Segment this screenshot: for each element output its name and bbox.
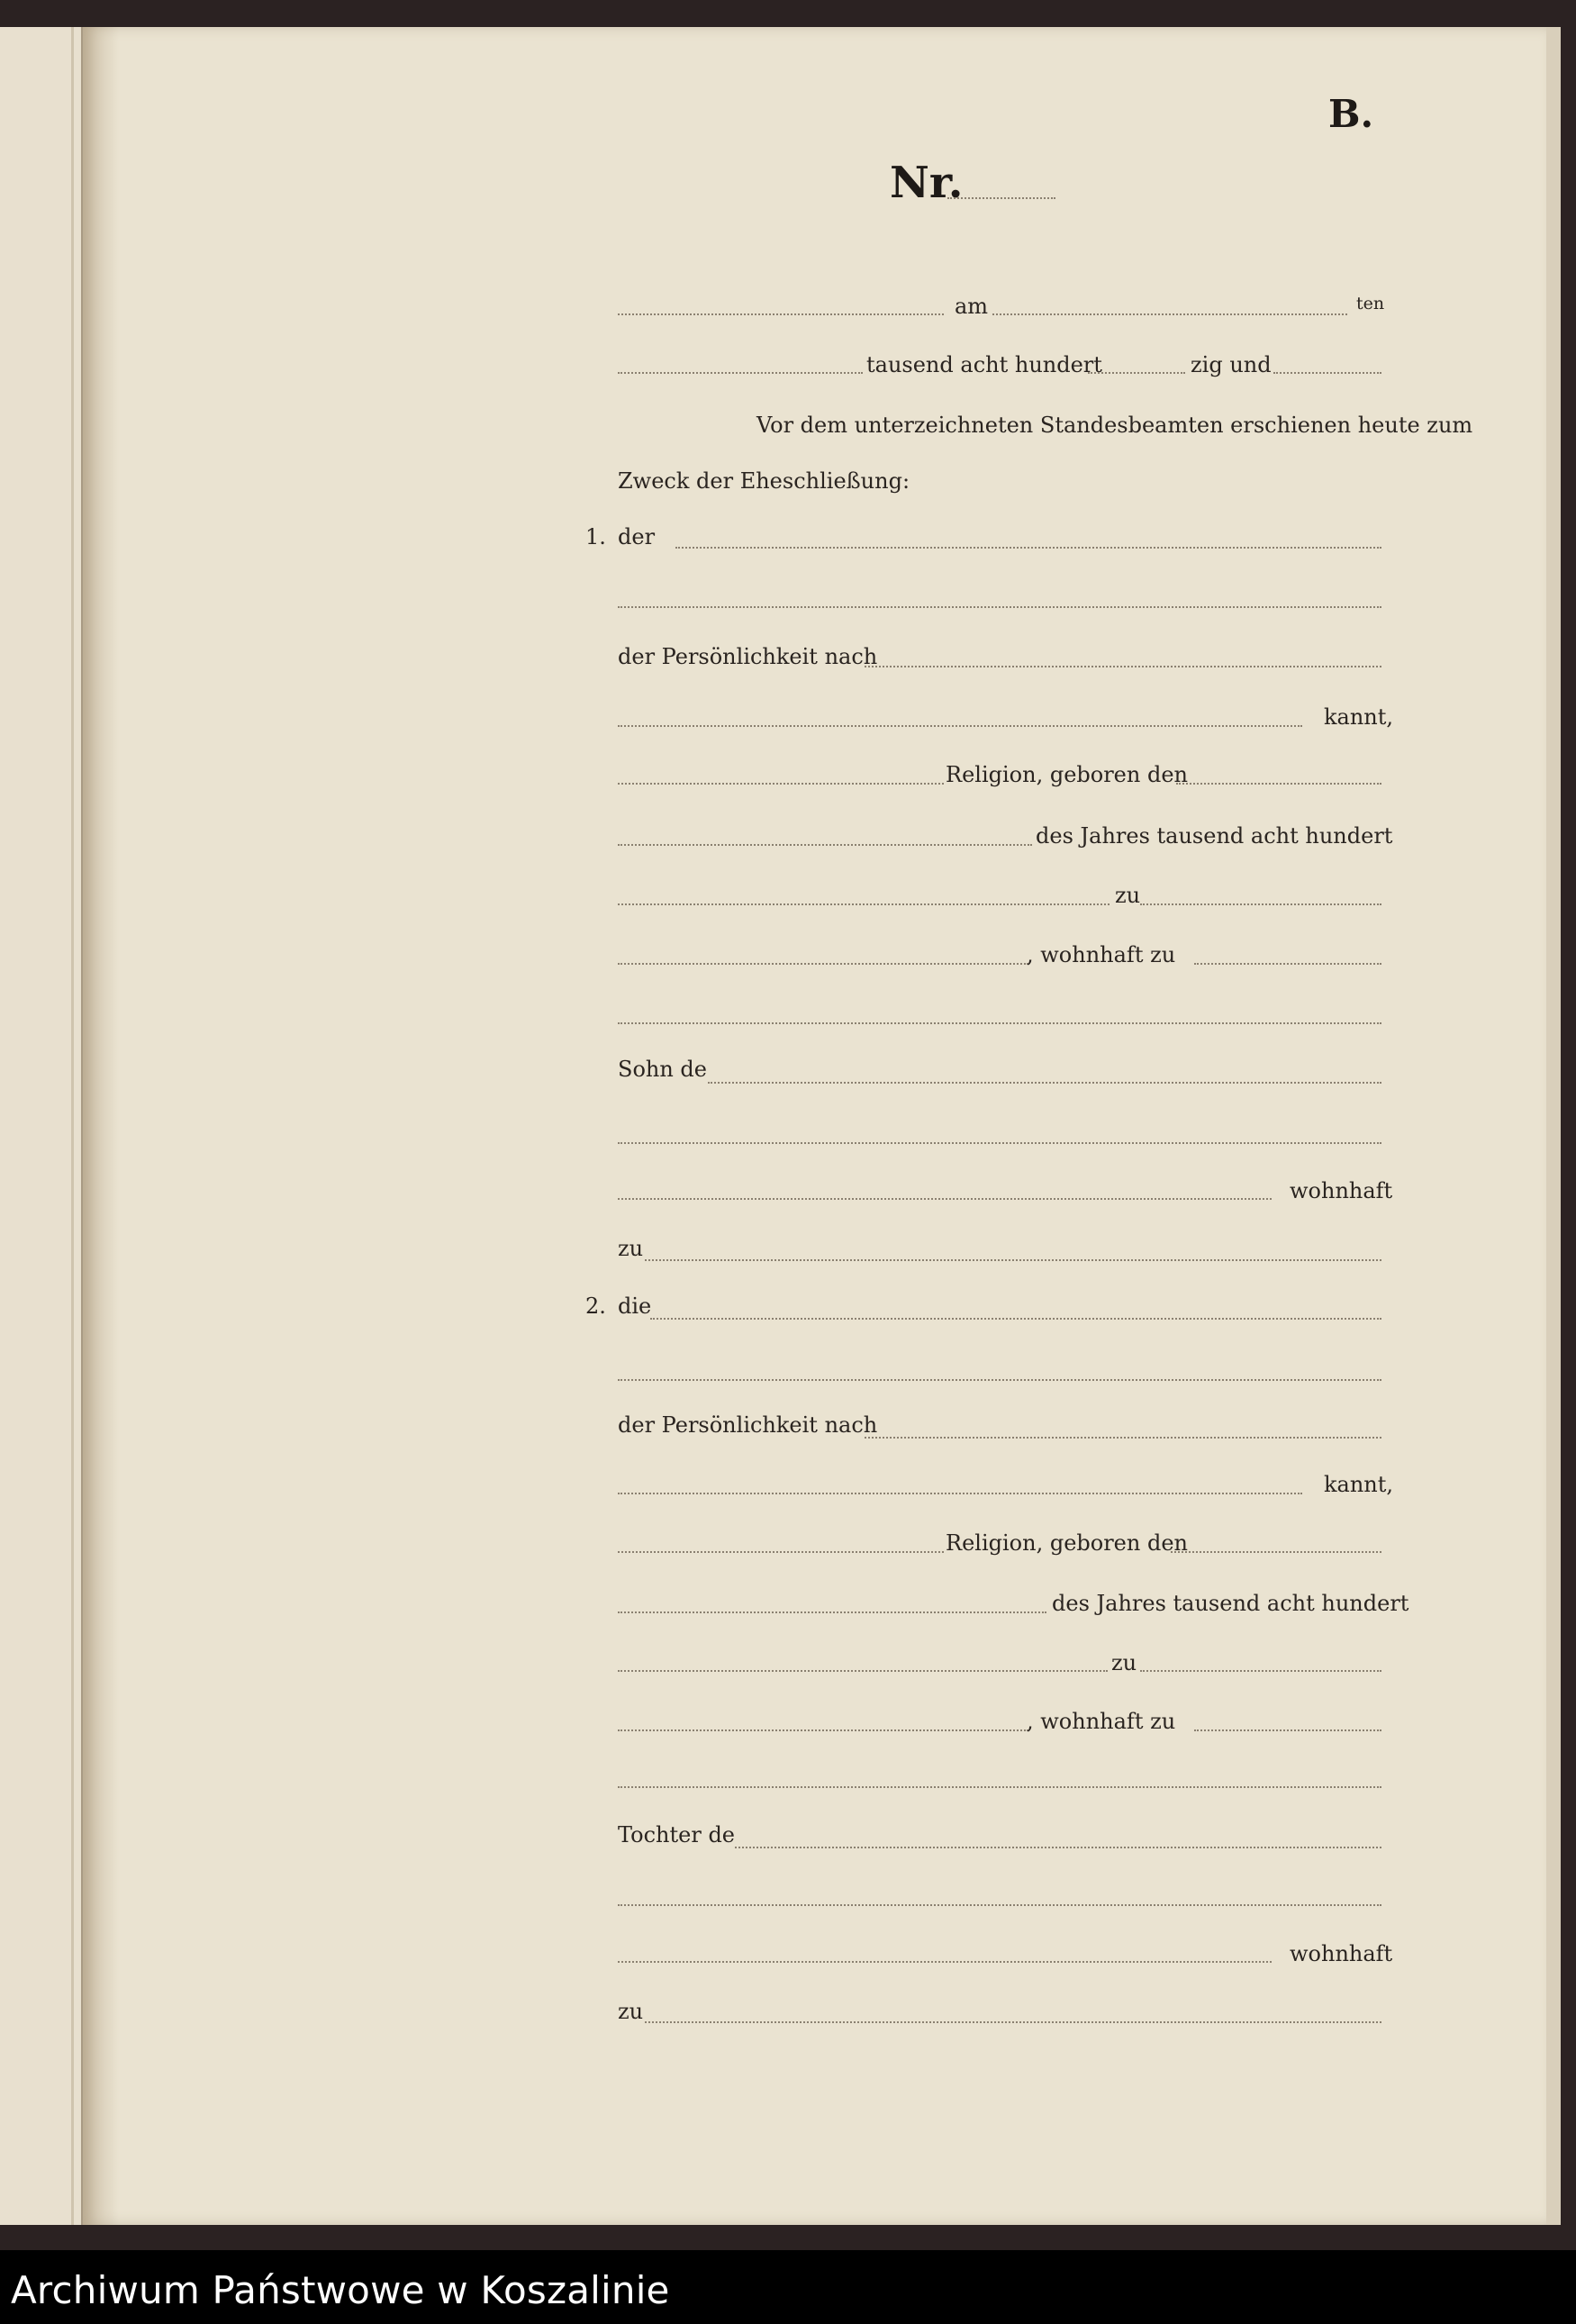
bride-identity-field-2[interactable] — [618, 1493, 1302, 1494]
left-page-edge — [0, 27, 83, 2225]
bride-parents-residence-field[interactable] — [645, 2021, 1381, 2023]
groom-birthyear-field[interactable] — [618, 903, 1110, 905]
bride-name-field-2[interactable] — [618, 1379, 1381, 1381]
groom-parents-field-2[interactable] — [618, 1142, 1381, 1144]
year-tens-field[interactable] — [1088, 372, 1185, 374]
groom-name-field-2[interactable] — [618, 606, 1381, 608]
groom-wohnhaft-zu-label: , wohnhaft zu — [1027, 942, 1176, 967]
archive-name: Archiwum Państwowe w Koszalinie — [11, 2268, 670, 2312]
groom-birthplace-field-2[interactable] — [618, 963, 1028, 965]
intro-line-2: Zweck der Eheschließung: — [618, 468, 910, 494]
intro-line-1: Vor dem unterzeichneten Standesbeamten erschienen heute zum — [756, 413, 1473, 438]
bride-name-field[interactable] — [650, 1318, 1381, 1320]
form-letter: B. — [1328, 92, 1374, 136]
groom-des-jahres-label: des Jahres tausend acht hundert — [1036, 823, 1393, 849]
groom-parents-field[interactable] — [708, 1082, 1381, 1084]
bride-wohnhaft-label: wohnhaft — [1290, 1941, 1393, 1966]
bride-kannt-label: kannt, — [1324, 1472, 1394, 1497]
groom-identity-field-2[interactable] — [618, 725, 1302, 727]
bride-birthplace-field-2[interactable] — [618, 1729, 1028, 1731]
groom-residence-field[interactable] — [1194, 963, 1381, 965]
bride-religion-field[interactable] — [618, 1551, 944, 1553]
day-field[interactable] — [618, 313, 944, 315]
bride-residence-field[interactable] — [1194, 1729, 1381, 1731]
number-label: Nr. — [890, 158, 964, 208]
groom-kannt-label: kannt, — [1324, 704, 1394, 730]
ten-label: ten — [1356, 294, 1385, 313]
bride-birthdate-field-2[interactable] — [618, 1611, 1046, 1613]
archive-footer — [0, 2250, 1576, 2324]
groom-residence-field-2[interactable] — [618, 1022, 1381, 1024]
show-through-text — [842, 106, 848, 129]
am-label: am — [955, 294, 989, 319]
bride-wohnhaft-zu-label: , wohnhaft zu — [1027, 1709, 1176, 1734]
year-prefix-field[interactable] — [618, 372, 863, 374]
number-field[interactable] — [947, 197, 1055, 199]
bride-birthyear-field[interactable] — [618, 1670, 1108, 1672]
bride-birthdate-field[interactable] — [1171, 1551, 1381, 1553]
groom-wohnhaft-label: wohnhaft — [1290, 1178, 1393, 1203]
bride-zu-label: zu — [1111, 1650, 1137, 1675]
groom-birthdate-field[interactable] — [1176, 783, 1381, 785]
groom-birthplace-field[interactable] — [1140, 903, 1381, 905]
groom-zu-label: zu — [1115, 883, 1141, 908]
bride-des-jahres-label: des Jahres tausend acht hundert — [1052, 1591, 1409, 1616]
groom-religion-field[interactable] — [618, 783, 944, 785]
bride-zu-end-label: zu — [618, 1999, 644, 2024]
groom-name-field[interactable] — [675, 547, 1381, 549]
year-units-field[interactable] — [1273, 372, 1381, 374]
bride-die-label: die — [618, 1294, 652, 1319]
groom-birthdate-field-2[interactable] — [618, 844, 1032, 846]
bride-parents-field-2[interactable] — [618, 1904, 1381, 1906]
groom-parents-residence-field[interactable] — [645, 1259, 1381, 1261]
bride-residence-field-2[interactable] — [618, 1786, 1381, 1788]
groom-sohn-label: Sohn de — [618, 1057, 707, 1082]
groom-parents-field-3[interactable] — [618, 1198, 1272, 1200]
tausend-label: tausend acht hundert — [866, 352, 1102, 377]
bride-number: 2. — [585, 1294, 606, 1319]
bride-identity-field[interactable] — [865, 1437, 1381, 1439]
groom-religion-label: Religion, geboren den — [946, 762, 1188, 787]
groom-zu-end-label: zu — [618, 1236, 644, 1261]
groom-identity-field[interactable] — [865, 666, 1381, 667]
groom-number: 1. — [585, 524, 606, 549]
bride-persoenlichkeit-label: der Persönlichkeit nach — [618, 1412, 878, 1438]
right-page-edge — [1546, 27, 1561, 2225]
month-field[interactable] — [992, 313, 1347, 315]
bride-birthplace-field[interactable] — [1140, 1670, 1381, 1672]
groom-der-label: der — [618, 524, 656, 549]
bride-tochter-label: Tochter de — [618, 1822, 736, 1847]
zig-und-label: zig und — [1191, 352, 1272, 377]
bride-religion-label: Religion, geboren den — [946, 1530, 1188, 1556]
form-page — [83, 27, 1546, 2225]
bride-parents-field[interactable] — [735, 1847, 1381, 1848]
groom-persoenlichkeit-label: der Persönlichkeit nach — [618, 644, 878, 669]
bride-parents-field-3[interactable] — [618, 1961, 1272, 1963]
gutter-shadow — [83, 27, 119, 2225]
